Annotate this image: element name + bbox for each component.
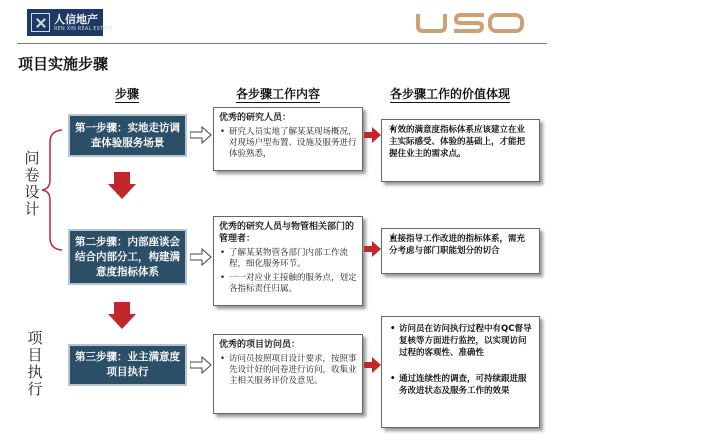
phase-brace-icon bbox=[40, 128, 66, 252]
column-header-value: 各步骤工作的价值体现 bbox=[390, 87, 511, 101]
step-1-value-item: • 有效的满意度指标体系应该建立在业主实际感受、体验的基础上，才能把握住业主的需求点。 bbox=[389, 124, 532, 160]
header-divider bbox=[17, 43, 547, 44]
page-title: 项目实施步骤 bbox=[18, 55, 109, 73]
column-header-content: 各步骤工作内容 bbox=[236, 87, 321, 101]
brand-logo bbox=[414, 12, 526, 34]
step-3-value-item-2: • 通过连续性的调查，可持续跟进服务改进状态及服务工作的效果 bbox=[389, 373, 532, 397]
step-down-arrow-2-icon bbox=[108, 302, 136, 330]
step-1-right-arrow-icon bbox=[190, 126, 212, 144]
step-3-box: 第三步骤：业主满意度项目执行 bbox=[68, 344, 187, 386]
step-2-box: 第二步骤：内部座谈会结合内部分工，构建满意度指标体系 bbox=[68, 229, 187, 285]
step-1-content-box bbox=[213, 107, 363, 171]
step-2-value-box bbox=[381, 228, 540, 274]
step-1-value-arrow-icon bbox=[364, 126, 382, 144]
phase-label-questionnaire: 问卷设计 bbox=[24, 149, 40, 218]
step-1-box: 第一步骤：实地走访调查体验服务场景 bbox=[68, 114, 187, 157]
step-1-value-box bbox=[381, 119, 540, 182]
step-3-value-box bbox=[381, 316, 540, 428]
phase-label-execution: 项目执行 bbox=[27, 329, 43, 398]
logo-english-name: REN XIN REAL ESTATE bbox=[54, 26, 113, 32]
step-3-value-arrow-icon bbox=[364, 356, 382, 374]
step-2-content-item-2: • 一一对应业主接触的服务点，划定各指标责任归属。 bbox=[219, 273, 357, 295]
step-2-content-title: 优秀的研究人员与物管相关部门的管理者： bbox=[219, 222, 355, 244]
step-2-value-arrow-icon bbox=[364, 240, 382, 258]
logo-chinese-name: 人信地产 bbox=[54, 13, 98, 26]
step-down-arrow-1-icon bbox=[108, 172, 136, 200]
logo-emblem-icon bbox=[31, 13, 50, 32]
step-3-right-arrow-icon bbox=[190, 356, 212, 374]
step-2-value-item: • 直接指导工作改进的指标体系，需充分考虑与部门职能划分的切合 bbox=[389, 233, 532, 257]
step-2-right-arrow-icon bbox=[190, 248, 212, 266]
step-3-content-title: 优秀的项目访问员： bbox=[219, 340, 301, 350]
step-2-content-item-1: • 了解某某物管各部门内部工作流程，细化服务环节。 bbox=[219, 248, 357, 270]
step-3-content-box bbox=[213, 334, 363, 414]
step-3-value-item-1: • 访问员在访问执行过程中有QC督导复核等方面进行监控，以实现访问过程的客观性、准确性 bbox=[389, 323, 532, 359]
step-2-content-box bbox=[213, 216, 363, 306]
step-3-content-item: • 访问员按照项目设计要求，按照事先设计好的问卷进行访问，收集业主相关服务评价及意见。 bbox=[219, 354, 357, 387]
column-header-steps: 步骤 bbox=[115, 87, 140, 101]
step-1-content-title: 优秀的研究人员： bbox=[219, 113, 292, 123]
step-1-content-item: • 研究人员实地了解某某现场概况，对现场户型布置、设施及服务进行体验熟悉， bbox=[219, 127, 357, 160]
company-logo bbox=[27, 9, 113, 36]
